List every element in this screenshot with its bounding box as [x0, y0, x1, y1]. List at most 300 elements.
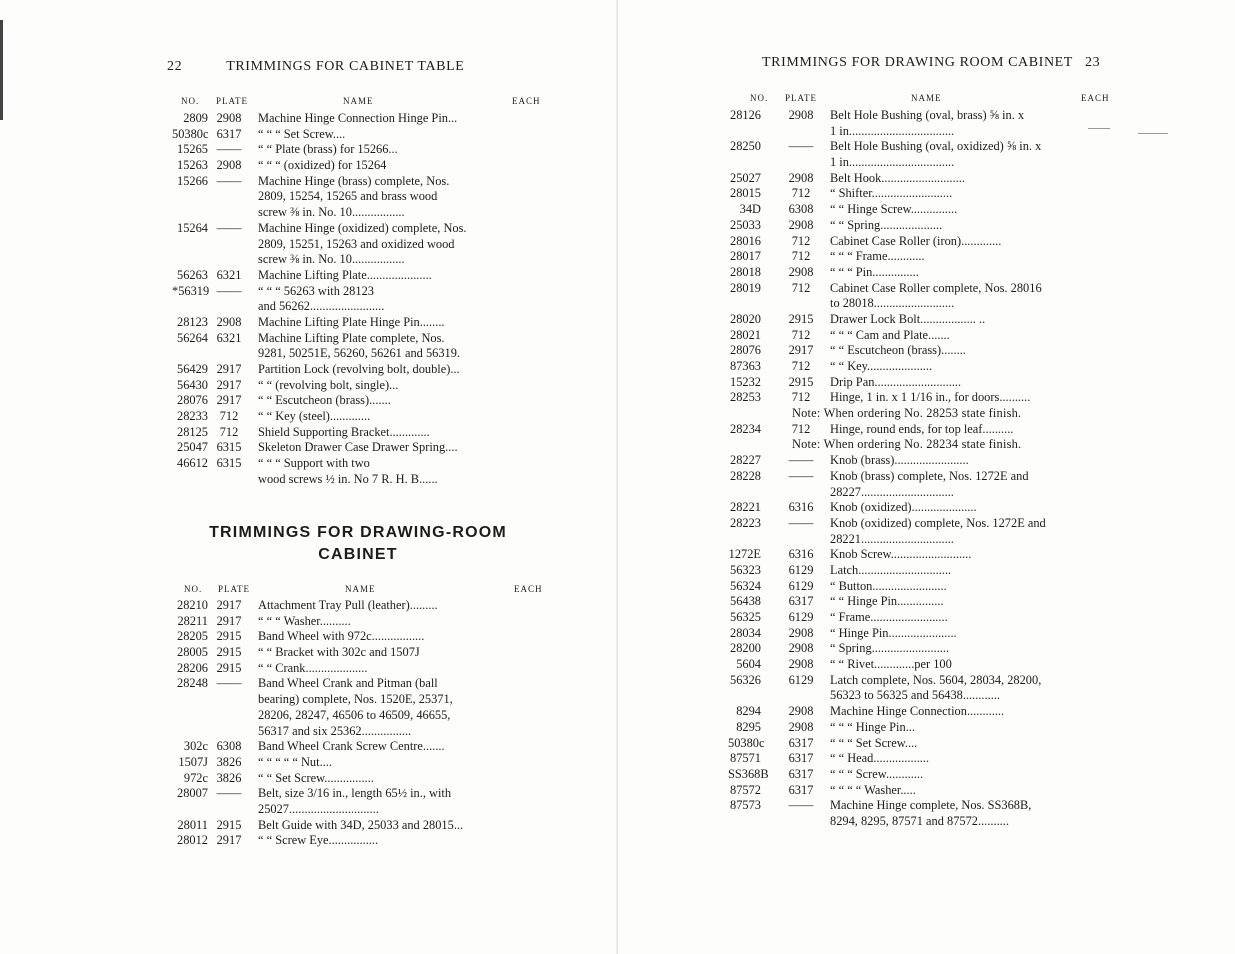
part-name: “ “ Hinge Screw...............: [830, 202, 958, 217]
table-row: [172, 409, 517, 425]
part-number: 25027: [730, 170, 761, 185]
table-row: [618, 359, 1088, 375]
table-row: [172, 393, 517, 409]
part-name: Hinge, 1 in. x 1 1/16 in., for doors..........: [830, 390, 1031, 405]
plate-number: 2915: [788, 311, 814, 326]
print-speck: [1138, 133, 1168, 134]
col-no: NO.: [750, 93, 769, 103]
plate-number: 712: [791, 327, 811, 342]
plate-number: 712: [219, 424, 239, 439]
section-title-line1: TRIMMINGS FOR DRAWING-ROOM: [209, 524, 507, 541]
part-name: Machine Hinge Connection Hinge Pin...: [258, 111, 458, 125]
plate-number: 6315: [216, 456, 242, 471]
plate-number: ——: [216, 142, 242, 157]
part-name: “ “ Bracket with 302c and 1507J: [258, 645, 420, 660]
continuation-row: [618, 155, 1088, 171]
part-number: 28012: [177, 833, 208, 848]
plate-number: 6129: [788, 562, 814, 577]
plate-number: ——: [788, 798, 814, 813]
table-row: [618, 500, 1088, 516]
part-name: bearing) complete, Nos. 1520E, 25371,: [258, 692, 453, 707]
plate-number: ——: [216, 173, 242, 188]
plate-number: 2908: [788, 217, 814, 232]
running-head-text: TRIMMINGS FOR DRAWING ROOM CABINET: [762, 55, 1073, 70]
part-number: 1507J: [178, 754, 208, 769]
plate-number: ——: [216, 676, 242, 691]
part-number: 28253: [730, 390, 761, 405]
part-name: “ “ Crank....................: [258, 660, 368, 675]
part-name: “ “ “ 56263 with 28123: [258, 283, 374, 298]
page-number: 22: [167, 59, 183, 74]
continuation-row: [172, 346, 517, 362]
part-number: 28248: [177, 676, 208, 691]
parts-table-cabinet-table: [172, 111, 517, 488]
table-row: [172, 614, 517, 630]
table-row: [172, 142, 517, 158]
table-row: [618, 281, 1088, 297]
table-row: [618, 139, 1088, 155]
part-name: Belt Hole Bushing (oval, brass) ⅝ in. x: [830, 108, 1025, 122]
part-name: “ Spring.........................: [830, 641, 950, 656]
table-row: [172, 629, 517, 645]
table-row: [172, 833, 517, 849]
part-name: “ “ “ Pin...............: [830, 264, 919, 279]
part-name: “ “ “ Support with two: [258, 456, 370, 471]
part-name: Band Wheel Crank and Pitman (ball: [258, 676, 438, 691]
table-row: [172, 456, 517, 472]
part-name: Machine Hinge Connection............: [830, 704, 1005, 719]
part-name: Band Wheel with 972c.................: [258, 629, 425, 644]
plate-number: 712: [791, 233, 811, 248]
part-name: Machine Hinge (oxidized) complete, Nos.: [258, 220, 467, 235]
table-row: [172, 818, 517, 834]
section-title-line2: CABINET: [318, 546, 398, 563]
plate-number: 2908: [788, 657, 814, 672]
col-name: NAME: [911, 93, 942, 103]
part-name: “ “ Escutcheon (brass).......: [258, 393, 391, 408]
part-number: 28034: [730, 625, 761, 640]
part-number: 28018: [730, 264, 761, 279]
part-name: 1 in..................................: [830, 155, 955, 170]
plate-number: 2915: [216, 629, 242, 644]
table-row: [618, 798, 1088, 814]
plate-number: 6316: [788, 500, 814, 515]
plate-number: 712: [791, 186, 811, 201]
part-name: 8294, 8295, 87571 and 87572..........: [830, 813, 1009, 828]
table-row: [618, 610, 1088, 626]
plate-number: 2908: [788, 108, 814, 122]
part-name: “ “ Set Screw................: [258, 770, 374, 785]
part-name: “ “ “ Set Screw....: [830, 735, 918, 750]
part-name: Attachment Tray Pull (leather).........: [258, 598, 438, 612]
table-row: [618, 516, 1088, 532]
plate-number: 2908: [216, 314, 242, 329]
part-number: 87363: [730, 359, 761, 373]
table-row: [172, 284, 517, 300]
part-number: 28234: [730, 421, 761, 436]
plate-number: 2917: [216, 598, 242, 612]
running-head: [167, 59, 464, 75]
part-number: 56429: [177, 362, 208, 376]
plate-number: 2908: [788, 625, 814, 640]
plate-number: 6321: [216, 330, 242, 345]
part-name: Knob (brass) complete, Nos. 1272E and: [830, 468, 1029, 483]
continuation-row: [618, 124, 1088, 140]
part-number: 56326: [730, 672, 761, 687]
table-row: [618, 657, 1088, 673]
part-number: 56324: [730, 578, 761, 593]
table-row: [618, 375, 1088, 391]
table-row: [618, 108, 1088, 124]
part-name: 25027.............................: [258, 801, 379, 816]
part-number: 28210: [177, 598, 208, 612]
part-name: Machine Lifting Plate Hinge Pin........: [258, 314, 445, 329]
part-name: “ “ Key (steel).............: [258, 409, 371, 424]
part-name: Knob Screw..........................: [830, 547, 972, 562]
table-row: [618, 704, 1088, 720]
plate-number: 3826: [216, 770, 242, 785]
plate-number: 6317: [216, 126, 242, 141]
table-row: [618, 343, 1088, 359]
plate-number: ——: [216, 283, 242, 298]
part-name: “ “ “ Frame............: [830, 249, 925, 264]
table-row: [618, 218, 1088, 234]
part-name: Drip Pan............................: [830, 374, 962, 389]
plate-number: 712: [791, 280, 811, 295]
part-name: Skeleton Drawer Case Drawer Spring....: [258, 440, 458, 455]
part-name: Knob (oxidized).....................: [830, 500, 977, 515]
plate-number: ——: [788, 139, 814, 154]
right-page: [618, 0, 1235, 954]
part-number: 25047: [177, 440, 208, 455]
part-name: “ Frame.........................: [830, 610, 948, 624]
table-row: [172, 268, 517, 284]
part-name: Machine Hinge (brass) complete, Nos.: [258, 173, 450, 188]
continuation-row: [618, 532, 1088, 548]
plate-number: ——: [788, 453, 814, 468]
plate-number: 2908: [788, 170, 814, 185]
part-number: 28020: [730, 311, 761, 326]
plate-number: 6317: [788, 751, 814, 766]
table-row: [172, 425, 517, 441]
plate-number: 2917: [788, 343, 814, 358]
part-number: 28016: [730, 233, 761, 248]
part-number: 28125: [177, 424, 208, 439]
continuation-row: [172, 802, 517, 818]
part-number: 28221: [730, 500, 761, 515]
part-name: and 56262........................: [258, 299, 385, 314]
table-row: [618, 641, 1088, 657]
continuation-row: [172, 708, 517, 724]
plate-number: 6317: [788, 766, 814, 781]
continuation-row: [172, 237, 517, 253]
plate-number: 2917: [216, 377, 242, 392]
plate-number: 2908: [788, 704, 814, 719]
plate-number: 6317: [788, 782, 814, 797]
continuation-row: [618, 814, 1088, 830]
part-name: “ Button........................: [830, 578, 947, 593]
col-plate: PLATE: [785, 93, 817, 103]
table-row: [618, 202, 1088, 218]
part-name: “ Shifter..........................: [830, 186, 953, 201]
part-number: 2809: [183, 111, 208, 125]
plate-number: 2908: [788, 264, 814, 279]
part-number: 28015: [730, 186, 761, 201]
part-name: Cabinet Case Roller complete, Nos. 28016: [830, 280, 1042, 295]
part-number: 34D: [739, 202, 761, 217]
plate-number: ——: [788, 468, 814, 483]
table-row: [618, 186, 1088, 202]
col-name: NAME: [345, 584, 376, 594]
section-title: [190, 522, 526, 566]
col-name: NAME: [343, 96, 374, 106]
table-row: [618, 767, 1088, 783]
plate-number: 2915: [216, 660, 242, 675]
part-name: Shield Supporting Bracket.............: [258, 424, 430, 439]
table-row: [172, 174, 517, 190]
part-number: 28076: [177, 393, 208, 408]
part-name: Cabinet Case Roller (iron).............: [830, 233, 1002, 248]
part-name: Belt Guide with 34D, 25033 and 28015...: [258, 817, 464, 832]
part-number: 56325: [730, 610, 761, 624]
part-name: “ “ Hinge Pin...............: [830, 594, 944, 609]
part-number: 8295: [736, 719, 761, 734]
part-name: Knob (oxidized) complete, Nos. 1272E and: [830, 515, 1046, 530]
part-name: Hinge, round ends, for top leaf..........: [830, 421, 1014, 436]
col-each: EACH: [514, 584, 543, 594]
part-number: 50380c: [172, 126, 209, 141]
part-name: Knob (brass)........................: [830, 453, 969, 468]
part-number: 56323: [730, 562, 761, 577]
table-row: [618, 453, 1088, 469]
part-name: Belt Hole Bushing (oval, oxidized) ⅝ in. x: [830, 139, 1042, 154]
plate-number: 6129: [788, 610, 814, 624]
table-row: [172, 221, 517, 237]
table-row: [172, 661, 517, 677]
table-row: [618, 249, 1088, 265]
plate-number: ——: [788, 515, 814, 530]
part-number: 15266: [177, 173, 208, 188]
plate-number: 2908: [216, 158, 242, 173]
plate-number: ——: [216, 786, 242, 801]
plate-number: 712: [791, 421, 811, 436]
part-name: 56323 to 56325 and 56438............: [830, 688, 1001, 703]
continuation-row: [618, 296, 1088, 312]
plate-number: 2908: [788, 641, 814, 656]
part-number: 15263: [177, 158, 208, 173]
plate-number: ——: [216, 220, 242, 235]
plate-number: 3826: [216, 754, 242, 769]
table-row: [172, 127, 517, 143]
part-number: 15264: [177, 220, 208, 235]
table-row: [172, 755, 517, 771]
note-text: Note: When ordering No. 28253 state finish.: [792, 406, 1022, 421]
table-row: [618, 783, 1088, 799]
table-row: [172, 645, 517, 661]
part-name: “ “ “ Cam and Plate.......: [830, 327, 950, 342]
part-name: 28206, 28247, 46506 to 46509, 46655,: [258, 707, 451, 722]
part-number: 56263: [177, 267, 208, 282]
running-head: [762, 55, 1100, 71]
part-number: *56319: [172, 283, 210, 298]
part-number: 28211: [177, 613, 208, 628]
table-row: [172, 676, 517, 692]
part-number: 56430: [177, 377, 208, 392]
left-page: [0, 0, 617, 954]
part-name: Partition Lock (revolving bolt, double)...: [258, 362, 460, 376]
table-row: [618, 579, 1088, 595]
plate-number: 2915: [216, 645, 242, 660]
plate-number: 2917: [216, 613, 242, 628]
table-row: [172, 362, 517, 378]
table-row: [172, 440, 517, 456]
part-name: “ “ “ Set Screw....: [258, 126, 346, 141]
table-row: [172, 111, 517, 127]
part-number: 87571: [730, 751, 761, 766]
part-name: “ “ Screw Eye................: [258, 833, 379, 848]
part-name: “ “ Escutcheon (brass)........: [830, 343, 966, 358]
part-name: “ “ “ Screw............: [830, 766, 924, 781]
plate-number: 6129: [788, 672, 814, 687]
plate-number: 6315: [216, 440, 242, 455]
plate-number: 6321: [216, 267, 242, 282]
continuation-row: [618, 688, 1088, 704]
part-name: wood screws ½ in. No 7 R. H. B......: [258, 471, 438, 486]
part-name: to 28018..........................: [830, 296, 955, 311]
part-number: 15265: [177, 142, 208, 157]
part-number: 28007: [177, 786, 208, 801]
part-number: 56264: [177, 330, 208, 345]
plate-number: 6317: [788, 735, 814, 750]
part-name: “ “ “ (oxidized) for 15264: [258, 158, 387, 173]
continuation-row: [618, 485, 1088, 501]
continuation-row: [172, 724, 517, 740]
part-number: 28227: [730, 453, 761, 468]
part-number: 28123: [177, 314, 208, 329]
table-row: [618, 547, 1088, 563]
part-number: 972c: [183, 770, 208, 785]
part-name: “ “ Key.....................: [830, 359, 933, 373]
part-number: 50380c: [728, 735, 765, 750]
part-name: “ “ “ Hinge Pin...: [830, 719, 915, 734]
part-number: 302c: [183, 739, 208, 754]
part-name: Band Wheel Crank Screw Centre.......: [258, 739, 445, 754]
table-row: [618, 390, 1088, 406]
page-number: 23: [1084, 55, 1101, 70]
part-name: 9281, 50251E, 56260, 56261 and 56319.: [258, 346, 461, 361]
table-row: [618, 751, 1088, 767]
part-number: 28021: [730, 327, 761, 342]
part-name: 2809, 15251, 15263 and oxidized wood: [258, 236, 455, 251]
part-number: 28223: [730, 515, 761, 530]
part-name: “ “ Plate (brass) for 15266...: [258, 142, 398, 157]
table-row: [618, 234, 1088, 250]
plate-number: 2917: [216, 833, 242, 848]
part-number: 87573: [730, 798, 761, 813]
plate-number: 2908: [788, 719, 814, 734]
part-number: 28200: [730, 641, 761, 656]
part-name: “ “ “ “ Washer.....: [830, 782, 916, 797]
part-name: 28227..............................: [830, 484, 954, 499]
part-name: “ Hinge Pin......................: [830, 625, 957, 640]
part-number: 28011: [177, 817, 208, 832]
continuation-row: [172, 472, 517, 488]
table-row: [172, 771, 517, 787]
note-text: Note: When ordering No. 28234 state finish.: [792, 437, 1022, 452]
part-number: 28228: [730, 468, 761, 483]
part-name: 1 in..................................: [830, 123, 955, 138]
plate-number: 712: [791, 390, 811, 405]
col-no: NO.: [181, 96, 200, 106]
part-name: Belt Hook...........................: [830, 170, 965, 185]
continuation-row: [172, 252, 517, 268]
table-row: [172, 331, 517, 347]
plate-number: 6308: [216, 739, 242, 754]
col-each: EACH: [1081, 93, 1110, 103]
running-head-text: TRIMMINGS FOR CABINET TABLE: [226, 59, 465, 74]
col-plate: PLATE: [216, 96, 248, 106]
plate-number: 712: [219, 409, 239, 424]
table-row: [618, 265, 1088, 281]
continuation-row: [172, 299, 517, 315]
part-number: 28233: [177, 409, 208, 424]
note-row: [618, 406, 1088, 422]
plate-number: 6317: [788, 594, 814, 609]
part-number: 28206: [177, 660, 208, 675]
part-name: Machine Hinge complete, Nos. SS368B,: [830, 798, 1032, 813]
plate-number: 6129: [788, 578, 814, 593]
part-name: Latch complete, Nos. 5604, 28034, 28200,: [830, 672, 1042, 687]
part-name: “ “ “ Washer..........: [258, 613, 351, 628]
part-number: 8294: [736, 704, 761, 719]
table-row: [172, 739, 517, 755]
continuation-row: [172, 189, 517, 205]
col-plate: PLATE: [218, 584, 250, 594]
table-row: [618, 328, 1088, 344]
table-row: [618, 563, 1088, 579]
part-name: screw ⅜ in. No. 10.................: [258, 252, 405, 267]
part-number: 28126: [730, 108, 761, 122]
part-name: “ “ (revolving bolt, single)...: [258, 377, 399, 392]
part-name: “ “ “ “ “ Nut....: [258, 754, 332, 769]
col-each: EACH: [512, 96, 541, 106]
part-number: 15232: [730, 374, 761, 389]
part-number: 1272E: [728, 547, 761, 562]
part-number: 28076: [730, 343, 761, 358]
part-number: 56438: [730, 594, 761, 609]
plate-number: 2917: [216, 393, 242, 408]
part-name: Belt, size 3/16 in., length 65½ in., with: [258, 786, 452, 801]
plate-number: 2915: [216, 817, 242, 832]
part-number: 28205: [177, 629, 208, 644]
plate-number: 712: [791, 249, 811, 264]
plate-number: 2908: [216, 111, 242, 125]
table-row: [618, 422, 1088, 438]
table-row: [172, 598, 517, 614]
part-name: Machine Lifting Plate.....................: [258, 267, 432, 282]
part-number: 25033: [730, 217, 761, 232]
table-row: [618, 171, 1088, 187]
plate-number: 2915: [788, 374, 814, 389]
part-name: 2809, 15254, 15265 and brass wood: [258, 189, 438, 204]
part-name: 56317 and six 25362................: [258, 723, 412, 738]
part-number: 28017: [730, 249, 761, 264]
part-name: Machine Lifting Plate complete, Nos.: [258, 330, 445, 345]
part-name: “ “ Head..................: [830, 751, 930, 766]
part-name: “ “ Rivet.............per 100: [830, 657, 952, 672]
table-row: [172, 315, 517, 331]
table-row: [618, 594, 1088, 610]
